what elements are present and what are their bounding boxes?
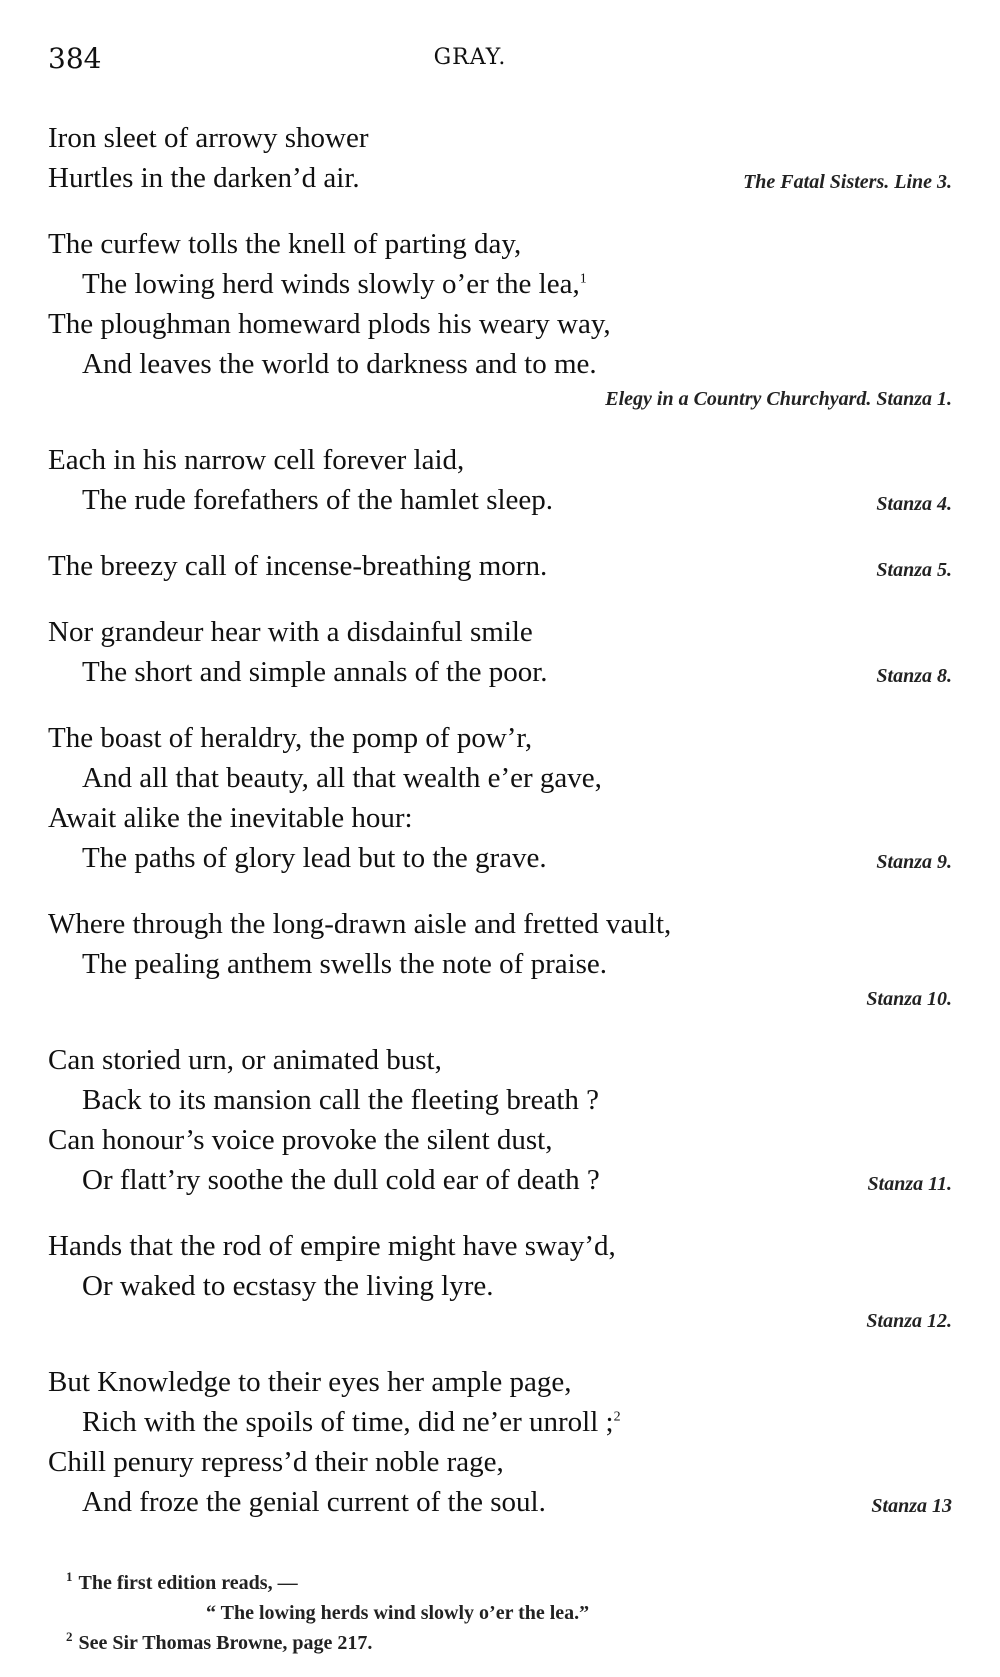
verse-text: The curfew tolls the knell of parting day, — [48, 228, 522, 260]
verse-line — [48, 158, 952, 198]
footnotes — [66, 1568, 589, 1658]
verse-text: The lowing herd winds slowly o’er the lea, — [82, 268, 580, 300]
verse-text: And all that beauty, all that wealth e’er gave, — [82, 762, 602, 794]
page-header — [48, 42, 952, 82]
verse-text: Iron sleet of arrowy shower — [48, 122, 369, 154]
verse-line — [48, 1080, 952, 1120]
verse-line — [48, 612, 952, 652]
verse-line — [48, 1120, 952, 1160]
verse-line — [48, 904, 952, 944]
verse-line — [48, 1482, 952, 1522]
verse-text: Chill penury repress’d their noble rage, — [48, 1446, 504, 1478]
footnote-mark: 2 — [66, 1629, 73, 1645]
footnote — [66, 1568, 589, 1598]
verse-line — [48, 546, 952, 586]
quote-block — [48, 224, 952, 414]
verse-line — [48, 440, 952, 480]
running-head: GRAY. — [433, 45, 507, 70]
footnote-ref[interactable]: 1 — [579, 271, 587, 287]
citation: Stanza 4. — [876, 493, 952, 515]
citation: Stanza 8. — [876, 665, 952, 687]
quote-block — [48, 1362, 952, 1522]
verse-line — [48, 944, 952, 984]
verse-line — [48, 1226, 952, 1266]
verse-text: Or waked to ecstasy the living lyre. — [82, 1270, 494, 1302]
verse-line — [48, 1266, 952, 1306]
verse-text: The pealing anthem swells the note of praise. — [82, 948, 608, 980]
verse-text: The ploughman homeward plods his weary way, — [48, 308, 611, 340]
verse-line — [48, 758, 952, 798]
verse-text: Await alike the inevitable hour: — [48, 802, 413, 834]
verse-text: But Knowledge to their eyes her ample page, — [48, 1366, 572, 1398]
verse-text: The short and simple annals of the poor. — [82, 656, 548, 688]
verse-line — [48, 224, 952, 264]
citation: Stanza 11. — [867, 1173, 952, 1195]
verse-text: The breezy call of incense-breathing morn. — [48, 550, 548, 582]
quote-block — [48, 1226, 952, 1336]
quote-block — [48, 440, 952, 520]
verse-text: Hurtles in the darken’d air. — [48, 162, 360, 194]
verse-line — [48, 1362, 952, 1402]
verse-text: Each in his narrow cell forever laid, — [48, 444, 465, 476]
verse-line — [48, 718, 952, 758]
citation: Stanza 9. — [876, 851, 952, 873]
verse-line — [48, 652, 952, 692]
stanza-gap — [48, 520, 952, 546]
verse-line — [48, 344, 952, 384]
verse-line — [48, 798, 952, 838]
stanza-gap — [48, 878, 952, 904]
quote-block — [48, 718, 952, 878]
verse-text: Or flatt’ry soothe the dull cold ear of death ? — [82, 1164, 600, 1196]
page-number: 384 — [48, 42, 102, 75]
verse-text: The rude forefathers of the hamlet sleep. — [82, 484, 554, 516]
verse-line — [48, 1040, 952, 1080]
verse-text: Nor grandeur hear with a disdainful smile — [48, 616, 533, 648]
quote-block — [48, 546, 952, 586]
verse-line — [48, 264, 952, 304]
verse-text: And leaves the world to darkness and to me. — [82, 348, 597, 380]
verse-text: The paths of glory lead but to the grave. — [82, 842, 547, 874]
stanza-gap — [48, 586, 952, 612]
verse-text: Hands that the rod of empire might have sway’d, — [48, 1230, 616, 1262]
stanza-gap — [48, 414, 952, 440]
verse-line — [48, 1160, 952, 1200]
citation: The Fatal Sisters. Line 3. — [743, 171, 952, 193]
citation: Stanza 12. — [866, 1310, 952, 1332]
verse-line — [48, 838, 952, 878]
verse-line — [48, 118, 952, 158]
stanza-gap — [48, 1336, 952, 1362]
verse-text: Where through the long-drawn aisle and fretted vault, — [48, 908, 672, 940]
verse-text: Back to its mansion call the fleeting breath ? — [82, 1084, 600, 1116]
verse-line — [48, 1442, 952, 1482]
quote-block — [48, 1040, 952, 1200]
verse-line — [48, 1402, 952, 1442]
quote-block — [48, 612, 952, 692]
citation: Stanza 13 — [871, 1495, 952, 1517]
citation: Elegy in a Country Churchyard. Stanza 1. — [605, 388, 952, 410]
footnote-text: The first edition reads, — — [78, 1572, 298, 1594]
quotations — [48, 118, 952, 1522]
footnote-continuation: “ The lowing herds wind slowly o’er the lea.” — [206, 1602, 590, 1624]
verse-line — [48, 480, 952, 520]
footnote-ref[interactable]: 2 — [613, 1409, 621, 1425]
verse-text: Can honour’s voice provoke the silent dust, — [48, 1124, 553, 1156]
quote-block — [48, 904, 952, 1014]
stanza-gap — [48, 692, 952, 718]
verse-text: And froze the genial current of the soul. — [82, 1486, 546, 1518]
stanza-gap — [48, 1014, 952, 1040]
stanza-gap — [48, 1200, 952, 1226]
quote-block — [48, 118, 952, 198]
footnote — [66, 1628, 589, 1658]
citation: Stanza 5. — [876, 559, 952, 581]
verse-text: The boast of heraldry, the pomp of pow’r, — [48, 722, 533, 754]
footnote-text: See Sir Thomas Browne, page 217. — [78, 1632, 373, 1654]
footnote-mark: 1 — [66, 1569, 73, 1585]
verse-text: Can storied urn, or animated bust, — [48, 1044, 442, 1076]
citation: Stanza 10. — [866, 988, 952, 1010]
verse-line — [48, 304, 952, 344]
verse-text: Rich with the spoils of time, did ne’er unroll ; — [82, 1406, 614, 1438]
